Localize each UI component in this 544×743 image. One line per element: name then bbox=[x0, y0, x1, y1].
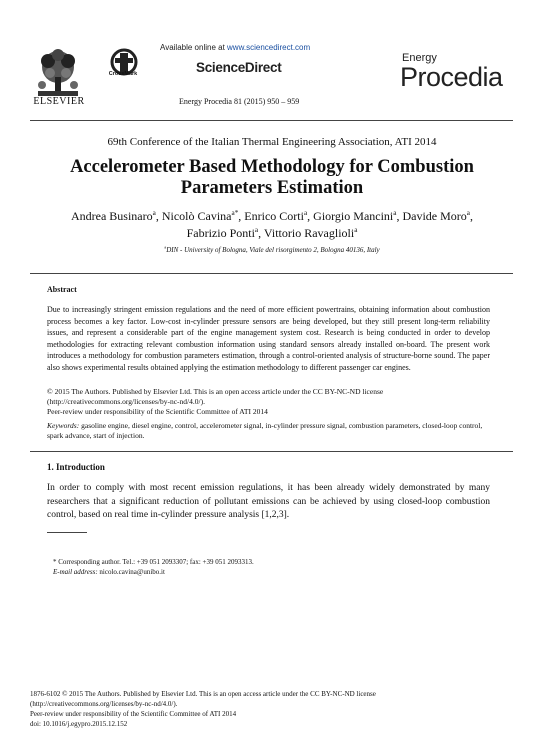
abstract-top-divider bbox=[30, 273, 513, 274]
crossmark-label: CrossMark bbox=[108, 71, 138, 77]
available-prefix: Available online at bbox=[160, 43, 228, 52]
author: Davide Moro$^a$, bbox=[402, 209, 473, 223]
author: Giorgio Mancini$^a$, bbox=[313, 209, 403, 223]
abstract-heading: Abstract bbox=[47, 285, 77, 294]
keywords-label: Keywords: bbox=[47, 421, 80, 430]
author: Fabrizio Ponti$^a$, bbox=[186, 226, 264, 240]
header-divider bbox=[30, 120, 513, 121]
corresponding-author-footnote: * Corresponding author. Tel.: +39 051 2093307; fax: +39 051 2093313. E-mail address: nicolo.cavina@unibo.it bbox=[53, 558, 254, 576]
sciencedirect-brand: ScienceDirect bbox=[196, 60, 282, 75]
introduction-paragraph: In order to comply with most recent emission regulations, it has been already widely demonstrated by many researchers that a significant reduction of pollutant emissions can be achieved by using closed-loop combustion control, based on real time in-cylinder pressure analysis [1,2,3]. bbox=[47, 483, 490, 520]
publisher-name: ELSEVIER bbox=[33, 96, 85, 107]
author-list bbox=[30, 208, 514, 242]
page-footer: 1876-6102 © 2015 The Authors. Published by Elsevier Ltd. This is an open access article under the CC BY-NC-ND license (http://creativecommons.org/licenses/by-nc-nd/4.0/). Peer-review under responsibility of the Scientific Committee of ATI 2014 doi: 10.1016/j.egypro.2015.12.152 bbox=[30, 689, 520, 729]
author: Andrea Businaro$^a$, bbox=[70, 209, 162, 223]
article-title bbox=[30, 157, 514, 199]
section-heading-introduction: 1. Introduction bbox=[47, 462, 105, 472]
crossmark-icon[interactable] bbox=[107, 43, 141, 83]
keywords: Keywords: gasoline engine, diesel engine, control, accelerometer signal, in-cylinder pressure signal, combustion parameters, closed-loop control, spark advance, start of injection. bbox=[47, 421, 483, 440]
journal-logo-energy: Energy bbox=[402, 52, 437, 64]
email-address[interactable]: nicolo.cavina@unibo.it bbox=[99, 568, 165, 576]
author: Nicolò Cavina$^{a*}$, bbox=[161, 209, 245, 223]
email-label: E-mail address: bbox=[53, 568, 98, 576]
author: Vittorio Ravaglioli$^a$ bbox=[263, 226, 358, 240]
journal-reference: Energy Procedia 81 (2015) 950 – 959 bbox=[179, 97, 300, 106]
license-link[interactable]: (http://creativecommons.org/licenses/by-nc-nd/4.0/). bbox=[47, 397, 205, 406]
article-title-line-1: Accelerometer Based Methodology for Combustion bbox=[70, 157, 474, 177]
conference-name: 69th Conference of the Italian Thermal Engineering Association, ATI 2014 bbox=[107, 136, 437, 148]
author: Enrico Corti$^a$, bbox=[244, 209, 314, 223]
abstract-text: Due to increasingly stringent emission regulations and the need of more efficient powertrains, obtaining information about combustion process becomes a key factor. Low-cost in-cylinder pressure sensors are being developed, but they still present long-term reliability issues, and represent a considerable part of the engine management system cost. Research is being conducted in order to develop methodologies for extracting relevant combustion information using standard sensors already installed on-board. The present work introduces a methodology for combustion parameters estimation, through a control-oriented analysis of structure-borne sound. The paper also shows experimental results obtained applying the estimation methodology to different passenger car engines. bbox=[47, 305, 490, 372]
available-online-line bbox=[160, 43, 310, 52]
article-title-line-2: Parameters Estimation bbox=[180, 178, 364, 198]
affiliation: $^a$DIN - University of Bologna, Viale del risorgimento 2, Bologna 40136, Italy bbox=[164, 244, 380, 254]
sciencedirect-link[interactable]: www.sciencedirect.com bbox=[227, 43, 311, 52]
doi[interactable]: doi: 10.1016/j.egypro.2015.12.152 bbox=[30, 720, 128, 728]
copyright-notice: © 2015 The Authors. Published by Elsevier Ltd. This is an open access article under the CC BY-NC-ND license (http://creativecommons.org/licenses/by-nc-nd/4.0/). Peer-review under responsibility of the Scientific Committee of ATI 2014 bbox=[47, 387, 490, 417]
abstract-bottom-divider bbox=[30, 451, 513, 452]
footer-license-link[interactable]: (http://creativecommons.org/licenses/by-nc-nd/4.0/). bbox=[30, 700, 178, 708]
footnote-divider bbox=[47, 532, 87, 533]
journal-logo-procedia: Procedia bbox=[400, 62, 503, 92]
